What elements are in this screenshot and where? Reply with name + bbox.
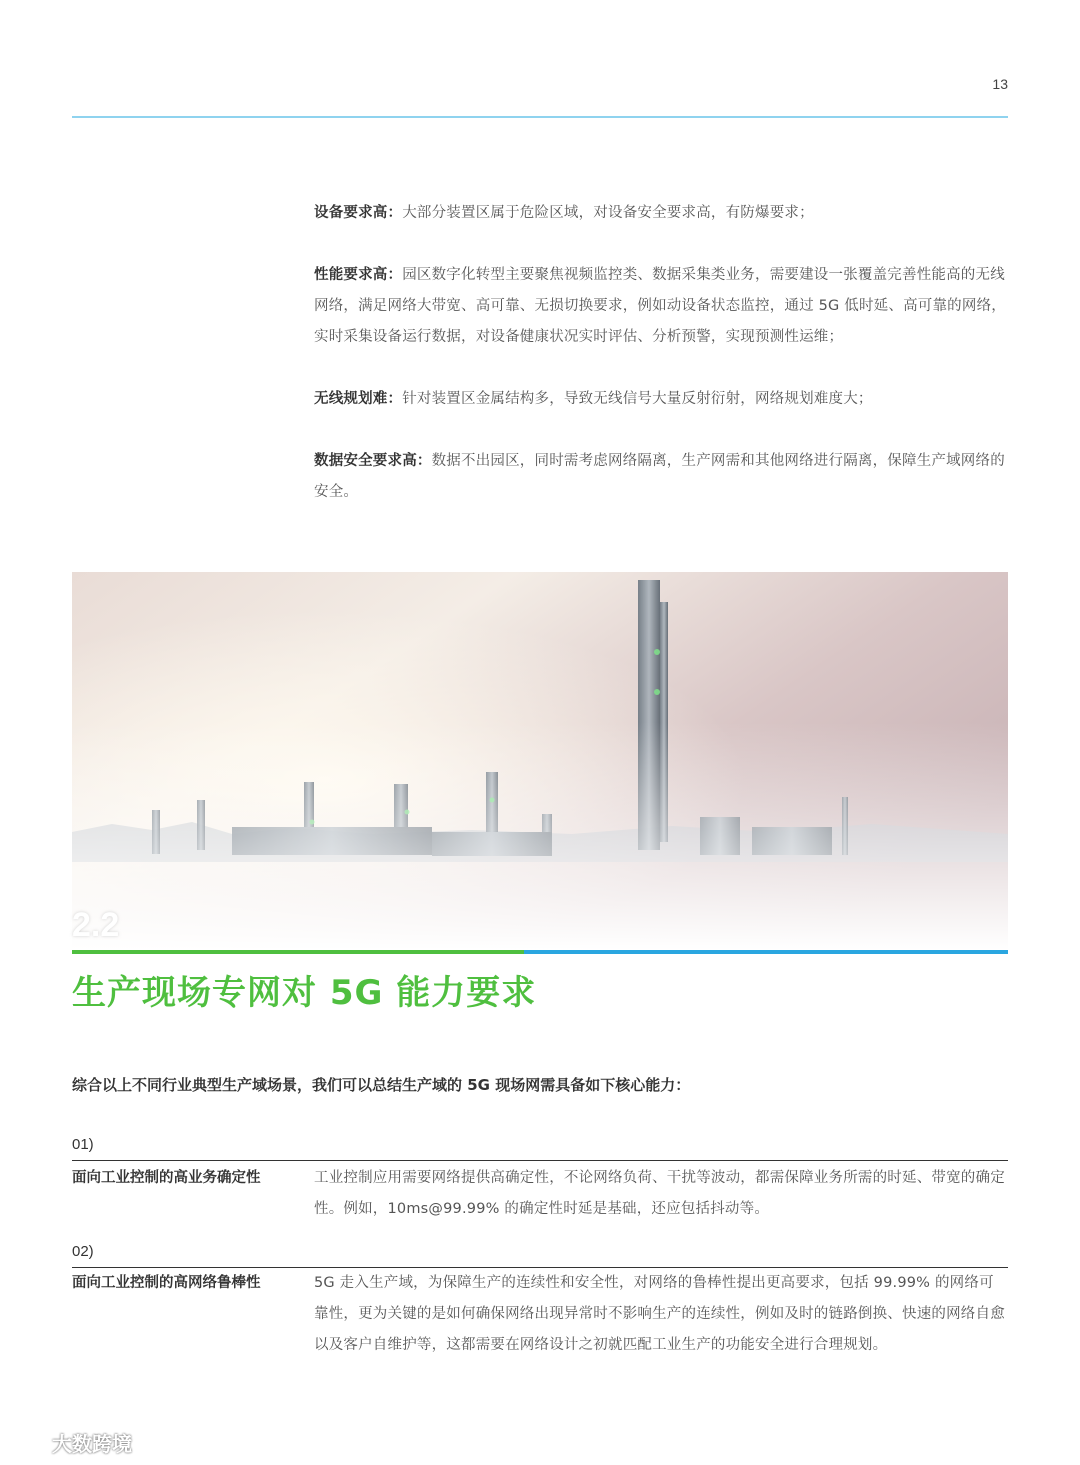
watermark-logo-icon xyxy=(10,1431,50,1457)
section-divider-green xyxy=(72,950,524,954)
requirement-performance xyxy=(314,260,1008,353)
section-divider-blue xyxy=(524,950,1008,954)
header-rule xyxy=(72,116,1008,118)
item-number: 02) xyxy=(72,1243,94,1260)
industrial-plant-image xyxy=(72,572,1008,950)
requirements-list xyxy=(314,198,1008,539)
item-rule xyxy=(72,1160,1008,1161)
section-title: 生产现场专网对 5G 能力要求 xyxy=(72,973,537,1013)
requirement-text: 数据不出园区，同时需考虑网络隔离，生产网需和其他网络进行隔离，保障生产域网络的安全。 xyxy=(314,453,1005,500)
item-label: 面向工业控制的高网络鲁棒性 xyxy=(72,1275,261,1291)
section-intro: 综合以上不同行业典型生产域场景，我们可以总结生产域的 5G 现场网需具备如下核心能力： xyxy=(72,1076,691,1094)
item-label: 面向工业控制的高业务确定性 xyxy=(72,1170,261,1186)
requirement-label: 设备要求高： xyxy=(314,205,403,221)
requirement-wireless-planning xyxy=(314,384,1008,415)
item-description: 工业控制应用需要网络提供高确定性，不论网络负荷、干扰等波动，都需保障业务所需的时延、带宽的确定性。例如，10ms@99.99% 的确定性时延是基础，还应包括抖动等。 xyxy=(314,1170,1005,1217)
page-number: 13 xyxy=(992,76,1008,92)
item-description: 5G 走入生产域，为保障生产的连续性和安全性，对网络的鲁棒性提出更高要求，包括 99.99% 的网络可靠性，更为关键的是如何确保网络出现异常时不影响生产的连续性，例如及时的链路倒换、快速的网络自愈以及客户自维护等，这都需要在网络设计之初就匹配工业生产的功能安全进行合理规划。 xyxy=(314,1275,1005,1353)
requirement-text: 大部分装置区属于危险区域，对设备安全要求高，有防爆要求； xyxy=(402,205,814,221)
watermark-text: 大数跨境 xyxy=(52,1432,132,1456)
requirement-equipment xyxy=(314,198,1008,229)
requirement-text: 园区数字化转型主要聚焦视频监控类、数据采集类业务，需要建设一张覆盖完善性能高的无线网络，满足网络大带宽、高可靠、无损切换要求，例如动设备状态监控，通过 5G 低时延、高可靠的网络，实时采集设备运行数据，对设备健康状况实时评估、分析预警，实现预测性运维； xyxy=(314,267,1006,345)
requirement-label: 无线规划难： xyxy=(314,391,403,407)
section-number: 2.2 xyxy=(72,906,120,944)
requirement-label: 数据安全要求高： xyxy=(314,453,432,469)
requirement-data-security xyxy=(314,446,1008,508)
requirement-label: 性能要求高： xyxy=(314,267,403,283)
requirement-text: 针对装置区金属结构多，导致无线信号大量反射衍射，网络规划难度大； xyxy=(402,391,873,407)
item-number: 01) xyxy=(72,1136,94,1153)
